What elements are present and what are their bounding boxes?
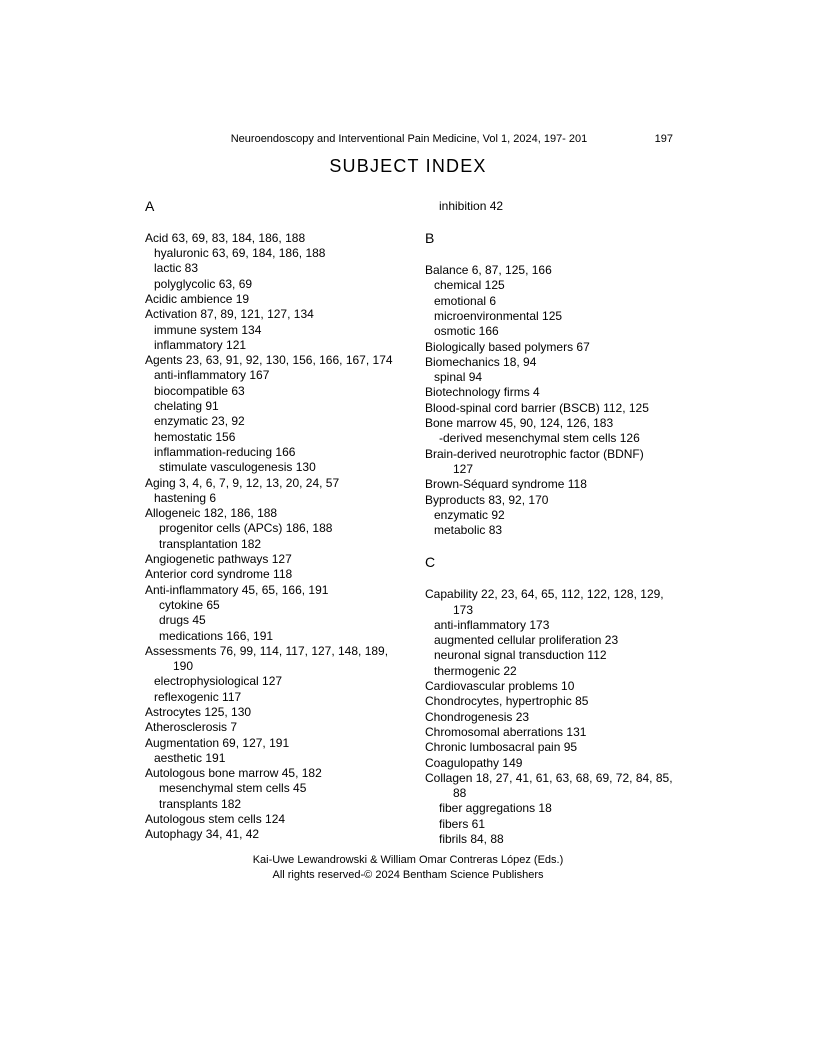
index-entry: Anti-inflammatory 45, 65, 166, 191 [145, 582, 329, 597]
index-entry: Biomechanics 18, 94 [425, 354, 537, 369]
index-entry: chemical 125 [434, 278, 505, 293]
index-entry: drugs 45 [159, 613, 206, 628]
index-entry: metabolic 83 [434, 523, 503, 538]
index-entry: Cardiovascular problems 10 [425, 679, 575, 694]
index-entry: progenitor cells (APCs) 186, 188 [159, 521, 333, 536]
running-head [145, 132, 673, 147]
index-entry: 127 [453, 461, 474, 476]
index-entry: Brain-derived neurotrophic factor (BDNF) [425, 446, 644, 461]
index-entry: fiber aggregations 18 [439, 801, 552, 816]
index-entry: aesthetic 191 [154, 750, 226, 765]
index-entry: Biotechnology firms 4 [425, 385, 540, 400]
index-entry: electrophysiological 127 [154, 674, 283, 689]
index-letter-heading: A [145, 198, 155, 214]
index-entry: augmented cellular proliferation 23 [434, 633, 619, 648]
index-entry: microenvironmental 125 [434, 308, 563, 323]
index-entry: emotional 6 [434, 293, 497, 308]
index-columns [145, 199, 690, 847]
index-entry: osmotic 166 [434, 324, 499, 339]
copyright-line: All rights reserved-© 2024 Bentham Science Publishers [272, 868, 544, 881]
index-letter-heading: B [425, 230, 435, 247]
index-entry: Anterior cord syndrome 118 [145, 567, 293, 582]
index-entry: immune system 134 [154, 322, 262, 337]
index-entry: transplants 182 [159, 796, 242, 811]
index-entry: polyglycolic 63, 69 [154, 276, 253, 291]
index-entry: Byproducts 83, 92, 170 [425, 492, 549, 507]
index-entry: neuronal signal transduction 112 [434, 648, 607, 663]
index-entry: Acid 63, 69, 83, 184, 186, 188 [145, 230, 306, 245]
page-title: SUBJECT INDEX [329, 156, 487, 176]
index-entry: inhibition 42 [439, 199, 504, 213]
index-entry: mesenchymal stem cells 45 [159, 781, 307, 796]
index-entry: Chondrogenesis 23 [425, 709, 530, 724]
index-entry: Balance 6, 87, 125, 166 [425, 263, 552, 278]
index-entry: Angiogenetic pathways 127 [145, 552, 292, 567]
index-entry: 88 [453, 786, 467, 801]
index-entry: Bone marrow 45, 90, 124, 126, 183 [425, 416, 614, 431]
index-entry: Aging 3, 4, 6, 7, 9, 12, 13, 20, 24, 57 [145, 475, 340, 490]
index-entry: Agents 23, 63, 91, 92, 130, 156, 166, 167, 174 [145, 353, 393, 368]
index-entry: -derived mesenchymal stem cells 126 [439, 431, 640, 446]
index-entry: cytokine 65 [159, 597, 220, 612]
index-entry: hemostatic 156 [154, 429, 236, 444]
index-entry: Autologous stem cells 124 [145, 812, 286, 827]
index-entry: Augmentation 69, 127, 191 [145, 735, 290, 750]
index-entry: anti-inflammatory 173 [434, 617, 550, 632]
index-entry: hastening 6 [154, 490, 217, 505]
index-entry: transplantation 182 [159, 536, 262, 551]
index-entry: Chronic lumbosacral pain 95 [425, 740, 578, 755]
index-entry: inflammatory 121 [154, 337, 247, 352]
index-entry: Blood-spinal cord barrier (BSCB) 112, 125 [425, 400, 649, 415]
index-column-left [145, 199, 425, 847]
index-entry: chelating 91 [154, 399, 219, 414]
index-letter-heading: C [425, 554, 436, 571]
index-entry: Autologous bone marrow 45, 182 [145, 766, 322, 781]
index-entry: Allogeneic 182, 186, 188 [145, 506, 278, 521]
index-entry: 173 [453, 602, 474, 617]
index-entry: Activation 87, 89, 121, 127, 134 [145, 307, 314, 322]
index-entry: reflexogenic 117 [154, 689, 242, 704]
index-entry: 190 [173, 659, 194, 674]
index-entry: Assessments 76, 99, 114, 117, 127, 148, 189, [145, 643, 389, 658]
index-entry: biocompatible 63 [154, 383, 245, 398]
index-entry: spinal 94 [434, 370, 483, 385]
index-entry: Biologically based polymers 67 [425, 339, 590, 354]
index-entry: inflammation-reducing 166 [154, 444, 296, 459]
index-entry: Astrocytes 125, 130 [145, 705, 252, 719]
index-entry: stimulate vasculogenesis 130 [159, 460, 316, 475]
index-entry: Chondrocytes, hypertrophic 85 [425, 694, 589, 709]
index-entry: anti-inflammatory 167 [154, 368, 270, 383]
index-entry: hyaluronic 63, 69, 184, 186, 188 [154, 246, 326, 261]
index-entry: Coagulopathy 149 [425, 755, 523, 770]
index-entry: Autophagy 34, 41, 42 [145, 827, 260, 842]
index-entry: Collagen 18, 27, 41, 61, 63, 68, 69, 72, 84, 85, [425, 770, 673, 785]
index-entry: Brown-Séquard syndrome 118 [425, 477, 587, 492]
editors-line: Kai-Uwe Lewandrowski & William Omar Contreras López (Eds.) [252, 854, 564, 866]
index-column-right [425, 199, 690, 847]
index-entry: thermogenic 22 [434, 663, 517, 678]
running-title: Neuroendoscopy and Interventional Pain Medicine, Vol 1, 2024, 197- 201 [230, 133, 588, 145]
index-entry: Acidic ambience 19 [145, 291, 250, 306]
index-entry: medications 166, 191 [159, 628, 274, 643]
page-number: 197 [654, 133, 673, 145]
index-entry: Chromosomal aberrations 131 [425, 724, 587, 739]
index-entry: fibrils 84, 88 [439, 831, 504, 846]
index-entry: Capability 22, 23, 64, 65, 112, 122, 128, 129, [425, 587, 664, 602]
index-entry: Atherosclerosis 7 [145, 720, 238, 735]
page-footer [0, 853, 816, 882]
index-entry: fibers 61 [439, 816, 486, 831]
index-entry: lactic 83 [154, 261, 199, 276]
index-entry: enzymatic 23, 92 [154, 414, 245, 429]
index-entry: enzymatic 92 [434, 507, 505, 522]
